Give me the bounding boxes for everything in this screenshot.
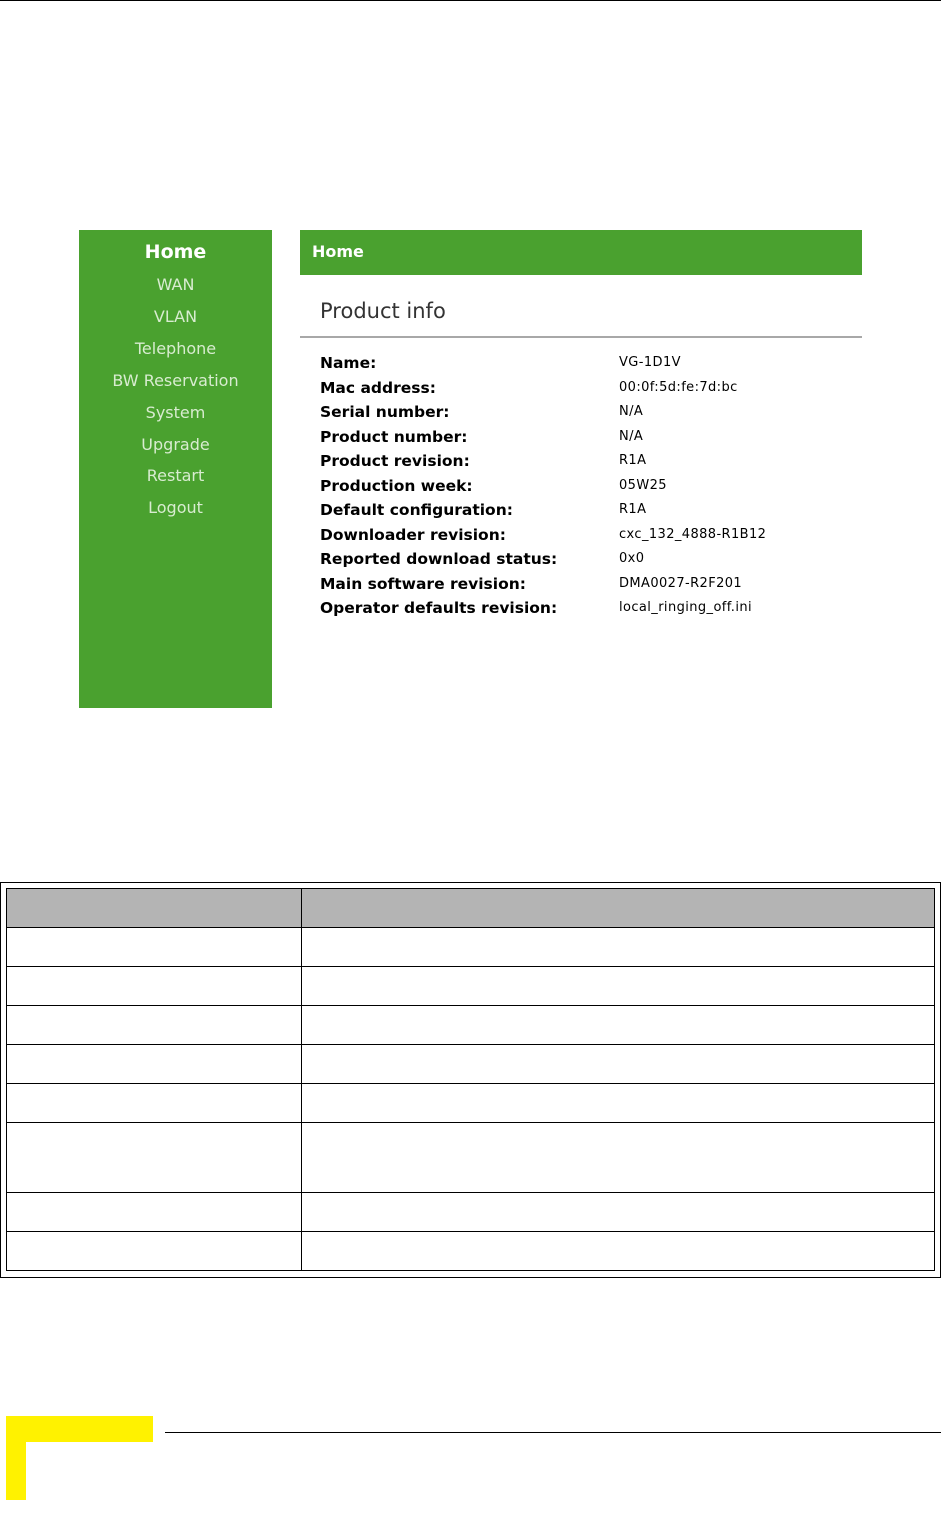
table-row (7, 1193, 935, 1232)
table-cell (7, 1232, 302, 1271)
info-label: Default configuration: (320, 501, 513, 519)
table-cell (7, 967, 302, 1006)
table-cell (302, 967, 935, 1006)
sidebar-nav (79, 230, 272, 708)
document-table-frame (0, 882, 941, 1278)
info-row-operator-defaults-revision (320, 597, 860, 619)
info-row-default-configuration (320, 499, 860, 521)
info-value: 0x0 (619, 551, 645, 566)
info-label: Reported download status: (320, 550, 558, 568)
info-row-main-software-revision (320, 573, 860, 595)
page-title: Home (312, 242, 364, 261)
table-header-row (7, 889, 935, 928)
table-cell (7, 1123, 302, 1193)
table-row (7, 928, 935, 967)
info-label: Product number: (320, 428, 468, 446)
table-row (7, 1123, 935, 1193)
sidebar-item-telephone[interactable]: Telephone (134, 339, 217, 358)
sidebar-item-bw-reservation[interactable]: BW Reservation (112, 371, 239, 390)
table-cell (302, 1084, 935, 1123)
info-value: N/A (619, 429, 644, 444)
info-row-product-number (320, 426, 860, 448)
sidebar-item-vlan[interactable]: VLAN (153, 307, 198, 326)
table-cell (7, 1045, 302, 1084)
info-row-name (320, 352, 860, 374)
info-value: 05W25 (619, 478, 667, 493)
table-cell (7, 928, 302, 967)
section-title: Product info (320, 299, 446, 323)
table-row (7, 1232, 935, 1271)
info-value: VG-1D1V (619, 355, 681, 370)
table-cell (302, 1006, 935, 1045)
table-cell (302, 1123, 935, 1193)
section-divider (300, 336, 862, 338)
info-label: Name: (320, 354, 377, 372)
info-label: Mac address: (320, 379, 436, 397)
info-value: local_ringing_off.ini (619, 600, 752, 615)
sidebar-item-system[interactable]: System (145, 403, 206, 422)
info-value: cxc_132_4888-R1B12 (619, 527, 767, 542)
table-header-cell (7, 889, 302, 928)
sidebar-item-logout[interactable]: Logout (148, 498, 203, 517)
table-cell (7, 1193, 302, 1232)
table-cell (7, 1006, 302, 1045)
info-row-serial-number (320, 401, 860, 423)
info-value: R1A (619, 502, 647, 517)
info-value: N/A (619, 404, 644, 419)
info-label: Main software revision: (320, 575, 526, 593)
table-cell (302, 928, 935, 967)
info-label: Serial number: (320, 403, 450, 421)
document-table (6, 888, 935, 1271)
table-row (7, 1045, 935, 1084)
info-row-mac-address (320, 377, 860, 399)
header-bar (300, 230, 862, 275)
info-value: R1A (619, 453, 647, 468)
sidebar-item-home[interactable]: Home (144, 241, 207, 263)
sidebar-item-wan[interactable]: WAN (156, 275, 195, 294)
table-cell (302, 1232, 935, 1271)
footer-accent-bar (6, 1416, 153, 1442)
info-label: Product revision: (320, 452, 470, 470)
info-row-downloader-revision (320, 524, 860, 546)
table-header-cell (302, 889, 935, 928)
info-value: 00:0f:5d:fe:7d:bc (619, 380, 738, 395)
footer-rule (165, 1432, 941, 1433)
info-label: Operator defaults revision: (320, 599, 558, 617)
info-label: Production week: (320, 477, 473, 495)
info-value: DMA0027-R2F201 (619, 576, 743, 591)
table-row (7, 1084, 935, 1123)
table-row (7, 1006, 935, 1045)
info-label: Downloader revision: (320, 526, 506, 544)
table-cell (302, 1045, 935, 1084)
top-rule (0, 0, 941, 1)
table-cell (302, 1193, 935, 1232)
info-row-production-week (320, 475, 860, 497)
table-cell (7, 1084, 302, 1123)
info-row-download-status (320, 548, 860, 570)
table-row (7, 967, 935, 1006)
sidebar-item-upgrade[interactable]: Upgrade (141, 435, 210, 454)
info-row-product-revision (320, 450, 860, 472)
footer-accent-bar (6, 1416, 26, 1500)
sidebar-item-restart[interactable]: Restart (146, 466, 205, 485)
